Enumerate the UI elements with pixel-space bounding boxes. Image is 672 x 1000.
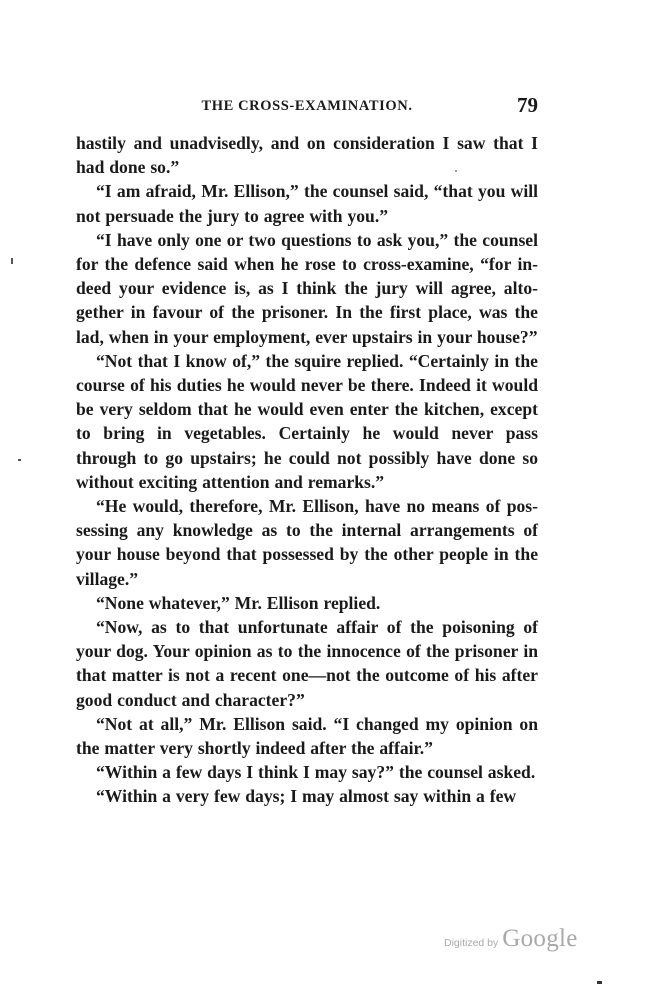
scan-speck bbox=[11, 258, 13, 264]
paragraph: “Within a few days I think I may say?” the counsel asked. bbox=[96, 762, 536, 783]
scan-speck bbox=[597, 981, 602, 984]
page-number: 79 bbox=[517, 93, 538, 117]
scan-speck bbox=[18, 459, 21, 461]
digitized-by-google-watermark bbox=[444, 925, 584, 959]
running-head bbox=[76, 94, 538, 118]
paragraph: “I have only one or two questions to ask you,” the counsel for the defence said when he rose to cross-examine, “for indeed your evidence is, as I think the jury will agree, altogether in favour of the prisoner. In the first place, was the lad, when in your employment, ever upstairs in your house?” bbox=[76, 229, 538, 347]
paragraph: “Within a very few days; I may almost say within a few bbox=[96, 786, 517, 807]
paragraph: “Not at all,” Mr. Ellison said. “I changed my opinion on the matter very shortly indeed after the affair.” bbox=[76, 713, 538, 759]
scan-speck bbox=[455, 170, 457, 172]
running-title: THE CROSS-EXAMINATION. bbox=[201, 98, 413, 114]
paragraph: hastily and unadvisedly, and on consideration I saw that I had done so.” bbox=[76, 133, 538, 178]
paragraph: “Not that I know of,” the squire replied. “Certainly in the course of his duties he would never be there. Indeed it would be very seldom that he would even enter the kitchen, except to bring in vegetables. Certainly he would never pass through to go upstairs; he could not possibly have done so without exciting attention and remarks.” bbox=[76, 350, 538, 492]
paragraph: “None whatever,” Mr. Ellison replied. bbox=[96, 592, 381, 613]
paragraph: “He would, therefore, Mr. Ellison, have no means of possessing any knowledge as to the internal arrangements of your house beyond that possessed by the other people in the village.” bbox=[76, 496, 538, 589]
paragraph: “Now, as to that unfortunate affair of the poisoning of your dog. Your opinion as to the innocence of the prisoner in that matter is not a recent one—not the outcome of his after good conduct and character?” bbox=[76, 617, 538, 710]
watermark-brand: Google bbox=[502, 925, 578, 952]
body-text bbox=[76, 131, 538, 809]
paragraph: “I am afraid, Mr. Ellison,” the counsel said, “that you will not persuade the jury to agree with you.” bbox=[76, 181, 538, 226]
watermark-prefix: Digitized by bbox=[444, 937, 499, 949]
